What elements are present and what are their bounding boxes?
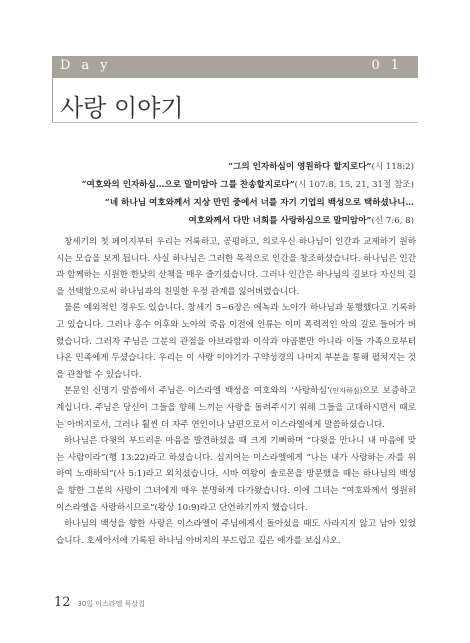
paragraph: 하나님은 다윗의 부드러운 마음을 발견하셨을 때 크게 기뻐하며 “다윗을 만나니 내 마음에 맞는 사람이라”(행 13:22)라고 하셨습니다. 심지어는 이스라엘에게 “나는 내가 사랑하는 자를 위하여 노래하되”(사 5:1)라고 외치셨습니다. 시바 여왕이 솔로몬을 방문했을 때는 하나님의 백성을 향한 그분의 사랑이 그녀에게 매우 분명하게 다가왔습니다. 이에 그녀는 “여호와께서 영원히 이스라엘을 사랑하시므로”(왕상 10:9)라고 단언하기까지 했습니다. (56, 436, 416, 513)
page-number: 12 (54, 595, 71, 610)
quote-line: “그의 인자하심이 영원하다 할지로다”(시 118:2) (228, 162, 414, 172)
page-footer (54, 595, 145, 610)
day-banner (52, 56, 418, 78)
page-title: 사랑 이야기 (60, 94, 184, 122)
paragraph: 본문인 신명기 말씀에서 주님은 이스라엘 백성을 여호와의 ‘사랑하심’(인자하심)으로 보증하고 계십니다. 주님은 당신이 그들을 향해 느끼는 사랑을 돌려주시기 위해 그들을 고대하시면서 때로는 아버지로서, 그러나 훨씬 더 자주 연인이나 남편으로서 이스라엘에게 말씀하셨습니다. (56, 386, 416, 430)
book-title: 30일 이스라엘 묵상집 (77, 600, 145, 608)
title-rule (52, 78, 53, 122)
paragraph: 창세기의 첫 페이지부터 우리는 거룩하고, 공평하고, 의로우신 하나님이 인간과 교제하기 원하시는 모습을 보게 됩니다. 사실 하나님은 그러한 목적으로 인간을 창조하셨습니다. 하나님은 인간과 함께하는 시원한 한낮의 산책을 매우 즐기셨습니다. 그러나 인간은 하나님의 길보다 자신의 길을 선택함으로써 하나님과의 친밀한 우정 관계를 잃어버렸습니다. (56, 237, 416, 297)
title-underline (52, 122, 418, 123)
body-text (56, 234, 416, 549)
day-label: Day (60, 58, 119, 73)
quote-line: 여호와께서 다만 너희를 사랑하심으로 말미암아”(신 7:6, 8) (188, 216, 414, 226)
paragraph: 하나님의 백성을 향한 사랑은 이스라엘이 주님에게서 돌아섰을 때도 사라지지 않고 남아 있었습니다. 호세아서에 기록된 하나님 아버지의 부드럽고 깊은 애가를 보십시오. (56, 519, 416, 546)
day-number: 01 (371, 58, 410, 73)
epigraph-quotes (74, 158, 414, 230)
paragraph: 물론 예외적인 경우도 있습니다. 창세기 5~6장은 에녹과 노아가 하나님과 동행했다고 기록하고 있습니다. 그러나 홍수 이후와 노아의 죽음 이전에 인류는 이미 폭력적인 악의 길로 들어가 버렸습니다. 그러자 주님은 그분의 관점을 아브라함과 이삭과 야곱뿐만 아니라 이들 가족으로부터 나온 민족에게 두셨습니다. 우리는 이 사랑 이야기가 구약성경의 나머지 부분을 통해 펼쳐지는 것을 관찰할 수 있습니다. (56, 303, 416, 380)
quote-line: “네 하나님 여호와께서 지상 만민 중에서 너를 자기 기업의 백성으로 택하셨나니… (104, 198, 414, 208)
quote-line: “여호와의 인자하심…으로 말미암아 그를 찬송할지로다”(시 107:8, 15, 21, 31절 참조) (81, 180, 414, 190)
